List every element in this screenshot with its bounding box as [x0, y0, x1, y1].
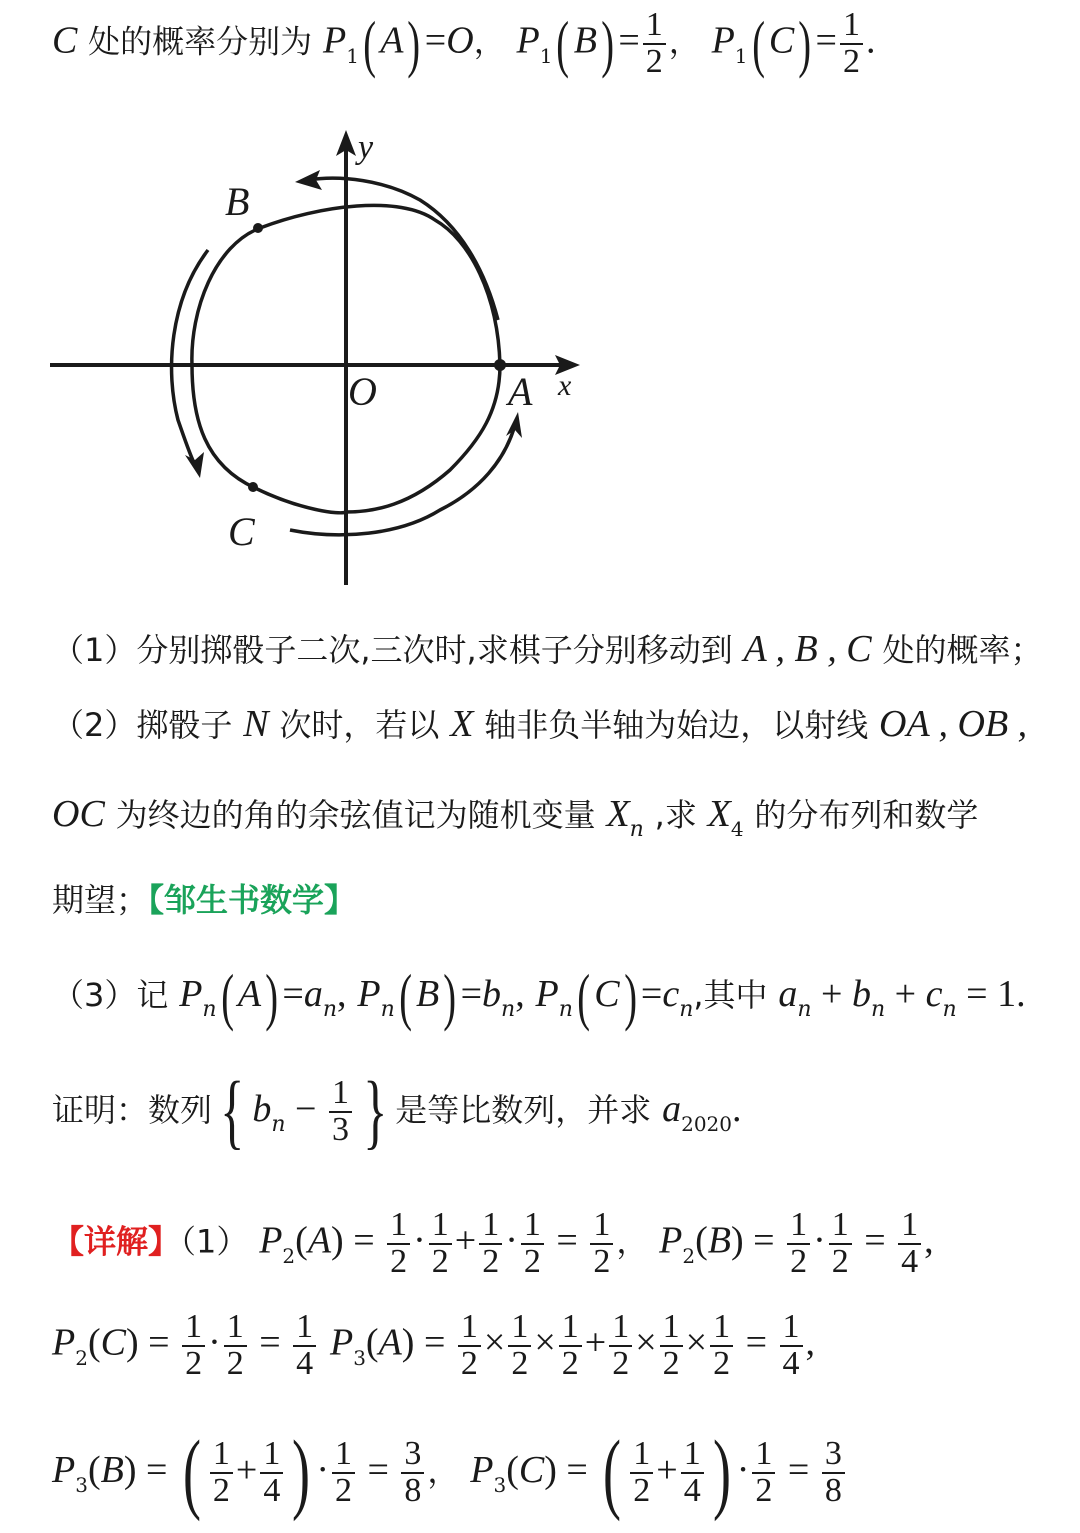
q1-suffix: 处的概率； [882, 631, 1043, 669]
arg-c: C [518, 1449, 545, 1491]
fraction [752, 1437, 775, 1508]
arg: ( [87, 1321, 101, 1364]
fraction [521, 1208, 544, 1279]
question-2-line3 [52, 883, 356, 917]
solution-line2 [52, 1310, 815, 1381]
fraction [898, 1208, 921, 1279]
paren-open: ( [603, 1423, 622, 1522]
plus: + [885, 973, 926, 1015]
numerator: 1 [387, 1208, 410, 1245]
circle-diagram [40, 120, 600, 600]
numerator: 1 [681, 1437, 704, 1474]
numerator: 1 [609, 1310, 632, 1347]
comma: , [337, 973, 347, 1015]
solution-part: （1） [180, 1222, 249, 1261]
equals: = [815, 19, 837, 62]
q2-text-1: 次时，若以 [279, 706, 440, 744]
p3a: P [329, 1321, 354, 1364]
point-c-dot [248, 482, 258, 492]
arc-arrow-top [308, 178, 498, 320]
paren-close: ) [601, 7, 615, 79]
subscript-n: n [797, 997, 812, 1022]
paren-open: ( [363, 7, 377, 79]
denominator: 2 [713, 1344, 731, 1382]
arg-a: A [378, 1321, 402, 1364]
p1c-fraction [840, 8, 863, 79]
numerator: 1 [182, 1310, 205, 1347]
proof-text: 是等比数列，并求 [395, 1091, 652, 1129]
b-n: b [482, 973, 502, 1015]
paren-close: ) [712, 1423, 731, 1522]
separator: ， [668, 22, 701, 61]
arg-c: C [100, 1321, 126, 1364]
denominator: 8 [824, 1472, 842, 1509]
times: × [635, 1321, 657, 1364]
arg-a: A [307, 1219, 332, 1262]
denominator: 2 [561, 1344, 579, 1382]
denominator: 4 [263, 1472, 281, 1509]
sum-b: b [851, 973, 871, 1015]
arg: ( [295, 1219, 308, 1262]
numerator: 1 [752, 1437, 775, 1474]
arc-arrow-bottom [290, 425, 515, 535]
sum-a: a [778, 973, 798, 1015]
arg-b: B [416, 973, 440, 1015]
arg: ) [544, 1449, 557, 1491]
fraction [822, 1437, 845, 1508]
equals: = [640, 973, 663, 1015]
subscript-n: n [322, 997, 338, 1022]
seq-b: b [252, 1088, 272, 1130]
equals: = [743, 1219, 785, 1262]
paren-open: ( [577, 961, 590, 1032]
p3b: P [52, 1449, 76, 1491]
comma: , [515, 973, 525, 1015]
subscript-2: 2 [282, 1243, 296, 1268]
comma: , [924, 1219, 934, 1262]
q2-xn: X [606, 793, 630, 835]
arg: ) [401, 1321, 415, 1364]
p1c-symbol: P [711, 19, 735, 62]
numerator: 1 [293, 1310, 316, 1347]
q2-rays: OA , OB , [879, 703, 1028, 745]
numerator: 3 [822, 1437, 845, 1474]
arg-c: C [594, 973, 620, 1015]
q1-point-labels: A , B , C [743, 628, 872, 670]
arrow-head-bottom [506, 412, 522, 438]
separator: ， [473, 22, 506, 61]
point-b-dot [253, 223, 263, 233]
dot: · [813, 1219, 826, 1262]
times: × [685, 1321, 708, 1364]
paren-close: ) [407, 7, 421, 79]
denominator: 2 [226, 1344, 244, 1382]
subscript-2: 2 [682, 1243, 696, 1268]
separator: ， [616, 1222, 649, 1261]
a-2020-subscript: 2020 [681, 1112, 733, 1136]
arg: ( [506, 1449, 519, 1491]
numerator: 1 [829, 1208, 852, 1245]
q2-n: N [243, 703, 269, 745]
question-3-line1 [52, 961, 1026, 1032]
y-axis-label: y [358, 129, 374, 166]
point-c-label: C [52, 19, 78, 62]
q2-text-2: 轴非负半轴为始边，以射线 [484, 706, 869, 744]
arrow-head-left [185, 452, 204, 478]
plus: + [235, 1449, 258, 1491]
subscript-n: n [679, 997, 694, 1022]
brace-open: { [220, 1065, 245, 1158]
q3-pa: P [179, 973, 203, 1015]
origin-label: O [348, 369, 377, 414]
equals: = [249, 1321, 291, 1364]
fraction [332, 1437, 355, 1508]
point-a-label: A [508, 369, 533, 414]
separator: ， [427, 1452, 460, 1490]
paren-open: ( [556, 7, 570, 79]
dot: · [208, 1321, 221, 1364]
q2-xn-subscript: n [629, 817, 644, 842]
subscript-3: 3 [493, 1473, 507, 1497]
numerator: 1 [660, 1310, 683, 1347]
numerator: 1 [210, 1437, 233, 1474]
arg: ) [123, 1449, 137, 1491]
fraction [710, 1310, 733, 1381]
equals: = [956, 973, 998, 1015]
period: . [1016, 973, 1026, 1015]
equals: = [138, 1321, 180, 1364]
numerator: 1 [898, 1208, 921, 1245]
times: × [534, 1321, 556, 1364]
equals: = [546, 1219, 588, 1262]
q2-text-5: 的分布列和数学 [754, 796, 979, 834]
subscript-n: n [558, 997, 573, 1022]
fraction [479, 1208, 502, 1279]
equals: = [282, 973, 304, 1015]
p3c: P [470, 1449, 494, 1491]
equals: = [854, 1219, 896, 1262]
arg-b: B [707, 1219, 731, 1262]
q2-text-4: ,求 [654, 796, 697, 834]
p2c: P [52, 1321, 76, 1364]
fraction [681, 1437, 704, 1508]
fraction [787, 1208, 810, 1279]
dot: · [316, 1449, 329, 1491]
subscript-n: n [942, 997, 957, 1022]
subscript-n: n [870, 997, 886, 1022]
plus: + [656, 1449, 678, 1491]
arg-b: B [100, 1449, 124, 1491]
arg: ) [730, 1219, 744, 1262]
p1c-subscript: 1 [734, 43, 748, 68]
q2-oc: OC [52, 793, 105, 835]
fraction [590, 1208, 613, 1279]
paren-close: ) [443, 961, 457, 1032]
paren-open: ( [182, 1423, 201, 1522]
subscript-n: n [202, 997, 217, 1022]
fraction [387, 1208, 410, 1279]
arg: ( [87, 1449, 101, 1491]
paren-close: ) [623, 961, 637, 1032]
equals: = [618, 19, 640, 62]
paren-close: ) [292, 1423, 311, 1522]
equals: = [778, 1449, 819, 1491]
equals: = [414, 1321, 455, 1364]
times: × [483, 1321, 506, 1364]
fraction [559, 1310, 582, 1381]
numerator: 1 [429, 1208, 452, 1245]
equals: = [424, 19, 447, 62]
equals: = [460, 973, 483, 1015]
period: . [732, 1088, 742, 1130]
one-third [329, 1076, 352, 1147]
fraction [660, 1310, 683, 1381]
paren-open: ( [751, 7, 765, 79]
q2-x4-subscript: 4 [730, 817, 744, 841]
p2b: P [659, 1219, 683, 1262]
arg: ) [125, 1321, 139, 1364]
numerator: 1 [521, 1208, 544, 1245]
p1a-value: O [446, 19, 474, 62]
arg: ( [695, 1219, 708, 1262]
denominator: 4 [782, 1344, 800, 1382]
numerator: 1 [332, 1437, 355, 1474]
fraction [210, 1437, 233, 1508]
numerator: 1 [780, 1310, 803, 1347]
denominator: 2 [185, 1344, 203, 1382]
numerator: 1 [260, 1437, 283, 1474]
q2-x: X [450, 703, 474, 745]
minus: − [285, 1088, 326, 1130]
denominator: 4 [296, 1344, 314, 1382]
point-c-label-diagram: C [228, 509, 255, 554]
subscript-3: 3 [75, 1473, 88, 1497]
question-2-line2 [52, 793, 979, 842]
subscript-n: n [380, 997, 395, 1022]
numerator: 1 [224, 1310, 247, 1347]
numerator: 1 [590, 1208, 613, 1245]
denominator: 2 [523, 1242, 541, 1280]
plus: + [584, 1321, 607, 1364]
fraction [458, 1310, 481, 1381]
q1-prefix: （1）分别掷骰子二次,三次时,求棋子分别移动到 [52, 631, 733, 669]
denominator: 2 [482, 1242, 500, 1280]
paren-open: ( [220, 961, 234, 1032]
proof-prefix: 证明：数列 [52, 1091, 213, 1129]
arg: ) [331, 1219, 344, 1262]
numerator: 1 [710, 1310, 733, 1347]
fraction [829, 1208, 852, 1279]
q3-text: ,其中 [693, 976, 768, 1014]
denominator: 4 [683, 1472, 701, 1509]
brace-close: } [363, 1065, 388, 1158]
fraction [630, 1437, 653, 1508]
intro-line [52, 8, 875, 79]
equals: = [556, 1449, 598, 1491]
denominator: 2 [460, 1344, 478, 1382]
numerator: 1 [840, 8, 863, 45]
denominator: 8 [404, 1472, 422, 1509]
p2a: P [259, 1219, 283, 1262]
subscript-2: 2 [75, 1345, 88, 1370]
p1b-fraction [643, 8, 666, 79]
denominator: 2 [662, 1344, 680, 1382]
fraction [182, 1310, 205, 1381]
numerator: 1 [630, 1437, 653, 1474]
p1a-subscript: 1 [346, 43, 359, 68]
subscript-n: n [501, 997, 516, 1022]
denominator: 2 [842, 42, 860, 80]
question-1 [52, 630, 1042, 668]
fraction [401, 1437, 424, 1508]
point-a-dot [494, 359, 506, 371]
equals: = [736, 1321, 777, 1364]
denominator: 2 [755, 1472, 773, 1509]
denominator: 2 [645, 42, 663, 80]
p1b-symbol: P [516, 19, 540, 62]
denominator: 2 [790, 1242, 808, 1280]
p1a-symbol: P [323, 19, 347, 62]
denominator: 2 [511, 1344, 529, 1382]
a-2020: a [662, 1088, 682, 1130]
numerator: 1 [329, 1076, 352, 1113]
x-axis-label: x [558, 369, 572, 402]
denominator: 2 [431, 1242, 449, 1280]
arg-a: A [237, 973, 262, 1015]
denominator: 2 [593, 1242, 611, 1280]
q2-x4: X [707, 793, 731, 835]
paren-close: ) [265, 961, 279, 1032]
arg: ( [365, 1321, 379, 1364]
question-3-line2 [52, 1065, 742, 1158]
solution-line1 [52, 1208, 934, 1279]
fraction [224, 1310, 247, 1381]
c-n: c [662, 973, 680, 1015]
fraction [609, 1310, 632, 1381]
solution-line3 [52, 1423, 848, 1522]
denominator: 4 [901, 1242, 919, 1280]
intro-text: 处的概率分别为 [88, 22, 313, 61]
numerator: 1 [458, 1310, 481, 1347]
source-tag: 【邹生书数学】 [148, 881, 357, 919]
numerator: 1 [508, 1310, 531, 1347]
paren-close: ) [798, 7, 812, 79]
q3-pb: P [357, 973, 381, 1015]
sum-value: 1 [997, 973, 1017, 1015]
numerator: 1 [559, 1310, 582, 1347]
dot: · [413, 1219, 426, 1262]
fraction [260, 1437, 283, 1508]
subscript-3: 3 [353, 1345, 366, 1370]
denominator: 2 [334, 1472, 352, 1509]
q3-prefix: （3）记 [52, 976, 169, 1014]
q2-prefix: （2）掷骰子 [52, 706, 233, 744]
point-b-label: B [225, 179, 250, 224]
sum-c: c [925, 973, 943, 1015]
fraction [293, 1310, 316, 1381]
denominator: 2 [612, 1344, 630, 1382]
equals: = [357, 1449, 399, 1491]
question-2-line1 [52, 705, 1027, 743]
numerator: 1 [643, 8, 666, 45]
p1b-argument: B [573, 19, 597, 62]
denominator: 3 [331, 1111, 349, 1148]
p1b-subscript: 1 [539, 43, 553, 68]
denominator: 2 [212, 1472, 230, 1509]
numerator: 1 [787, 1208, 810, 1245]
period: . [865, 19, 876, 62]
denominator: 2 [633, 1472, 651, 1509]
equals: = [343, 1219, 385, 1262]
fraction [508, 1310, 531, 1381]
subscript-n: n [271, 1112, 286, 1137]
numerator: 1 [479, 1208, 502, 1245]
dot: · [505, 1219, 518, 1262]
dot: · [736, 1449, 750, 1491]
plus: + [454, 1219, 477, 1262]
q2-tail: 期望； [52, 881, 149, 919]
q3-pc: P [535, 973, 559, 1015]
q2-text-3: 为终边的角的余弦值记为随机变量 [115, 796, 596, 834]
equals: = [136, 1449, 177, 1491]
numerator: 3 [401, 1437, 424, 1474]
p1c-argument: C [768, 19, 795, 62]
p1a-argument: A [380, 19, 404, 62]
denominator: 2 [831, 1242, 849, 1280]
paren-open: ( [398, 961, 412, 1032]
denominator: 2 [390, 1242, 408, 1280]
plus: + [811, 973, 852, 1015]
fraction [780, 1310, 803, 1381]
fraction [429, 1208, 452, 1279]
comma: , [805, 1321, 816, 1364]
solution-tag: 【详解】 [52, 1222, 181, 1261]
a-n: a [303, 973, 323, 1015]
